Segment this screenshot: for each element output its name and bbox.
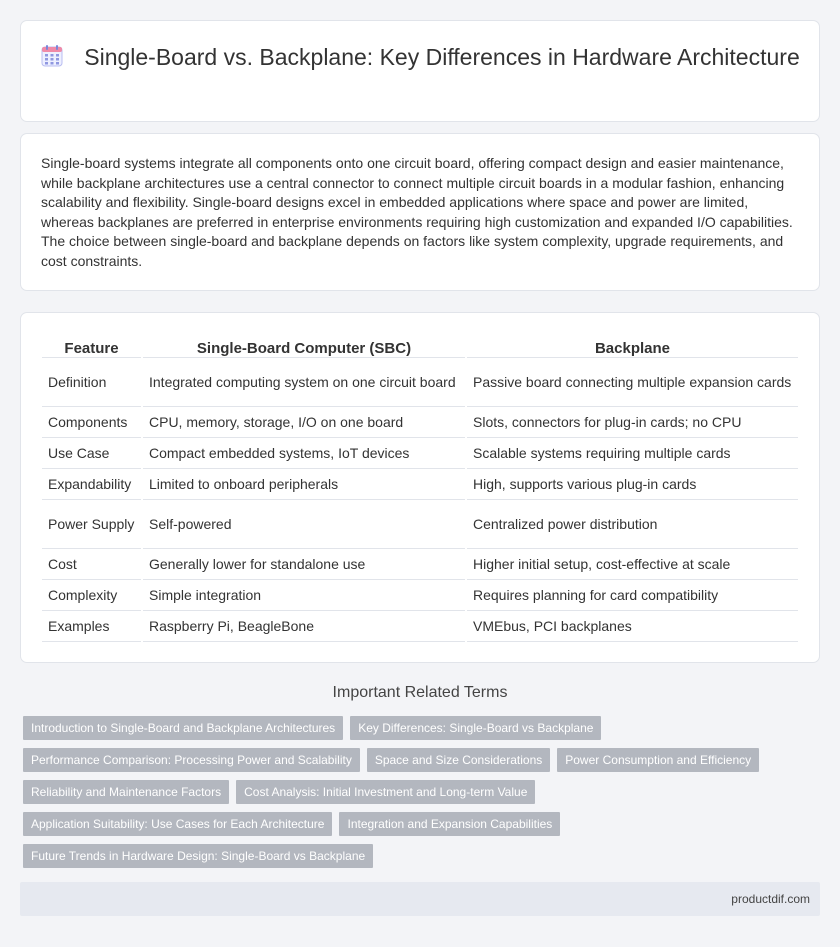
intro-paragraph: Single-board systems integrate all components onto one circuit board, offering compact design and easier maintenance, while backplane architectures use a central connector to connect multiple circuit boards in a modular fashion, enhancing scalability and flexibility. Single-board designs excel in embedded applications where space and power are limited, whereas backplanes are preferred in enterprise environments requiring high customization and expanded I/O capabilities. The choice between single-board and backplane depends on factors like system complexity, upgrade requirements, and cost constraints.: [41, 155, 793, 269]
table-row: [42, 610, 798, 641]
row-feature: Components: [42, 406, 142, 437]
row-sbc: Simple integration: [142, 579, 466, 610]
row-sbc: Compact embedded systems, IoT devices: [142, 437, 466, 468]
related-term-tag[interactable]: Introduction to Single-Board and Backplane Architectures: [23, 716, 343, 740]
table-row: [42, 579, 798, 610]
table-row: [42, 357, 798, 406]
related-term-tag[interactable]: Application Suitability: Use Cases for Each Architecture: [23, 812, 332, 836]
table-header-row: [42, 333, 798, 357]
related-term-tag[interactable]: Reliability and Maintenance Factors: [23, 780, 229, 804]
header-feature: Feature: [42, 333, 142, 357]
row-sbc: Raspberry Pi, BeagleBone: [142, 610, 466, 641]
title-card: [20, 20, 820, 122]
header-sbc: Single-Board Computer (SBC): [142, 333, 466, 357]
related-terms-heading: Important Related Terms: [332, 684, 508, 701]
header-backplane: Backplane: [466, 333, 798, 357]
row-feature: Use Case: [42, 437, 142, 468]
calendar-icon: [40, 44, 64, 68]
related-term-tag[interactable]: Cost Analysis: Initial Investment and Long-term Value: [236, 780, 535, 804]
related-term-tag[interactable]: Key Differences: Single-Board vs Backplane: [350, 716, 601, 740]
row-backplane: Scalable systems requiring multiple cards: [466, 437, 798, 468]
row-feature: Expandability: [42, 468, 142, 499]
row-sbc: Self-powered: [142, 499, 466, 548]
row-backplane: High, supports various plug-in cards: [466, 468, 798, 499]
related-terms-list: [23, 716, 793, 876]
page-title-text: Single-Board vs. Backplane: Key Differences in Hardware Architecture: [84, 44, 800, 70]
row-backplane: Passive board connecting multiple expansion cards: [466, 357, 798, 406]
footer-site-link[interactable]: productdif.com: [731, 892, 810, 906]
row-feature: Definition: [42, 357, 142, 406]
table-row: [42, 437, 798, 468]
related-term-tag[interactable]: Power Consumption and Efficiency: [557, 748, 759, 772]
related-term-tag[interactable]: Future Trends in Hardware Design: Single-Board vs Backplane: [23, 844, 373, 868]
table-row: [42, 548, 798, 579]
row-sbc: Generally lower for standalone use: [142, 548, 466, 579]
row-sbc: Integrated computing system on one circuit board: [142, 357, 466, 406]
footer-bar: [20, 882, 820, 916]
row-backplane: Requires planning for card compatibility: [466, 579, 798, 610]
comparison-card: [20, 312, 820, 663]
intro-card: [20, 133, 820, 291]
related-term-tag[interactable]: Integration and Expansion Capabilities: [339, 812, 560, 836]
row-sbc: Limited to onboard peripherals: [142, 468, 466, 499]
row-feature: Power Supply: [42, 499, 142, 548]
comparison-table: [42, 333, 798, 642]
related-term-tag[interactable]: Performance Comparison: Processing Power and Scalability: [23, 748, 360, 772]
row-feature: Examples: [42, 610, 142, 641]
page-title: [21, 43, 819, 72]
table-row: [42, 499, 798, 548]
related-term-tag[interactable]: Space and Size Considerations: [367, 748, 550, 772]
table-row: [42, 468, 798, 499]
row-feature: Cost: [42, 548, 142, 579]
row-backplane: VMEbus, PCI backplanes: [466, 610, 798, 641]
row-backplane: Higher initial setup, cost-effective at scale: [466, 548, 798, 579]
row-feature: Complexity: [42, 579, 142, 610]
row-sbc: CPU, memory, storage, I/O on one board: [142, 406, 466, 437]
table-row: [42, 406, 798, 437]
row-backplane: Centralized power distribution: [466, 499, 798, 548]
row-backplane: Slots, connectors for plug-in cards; no CPU: [466, 406, 798, 437]
